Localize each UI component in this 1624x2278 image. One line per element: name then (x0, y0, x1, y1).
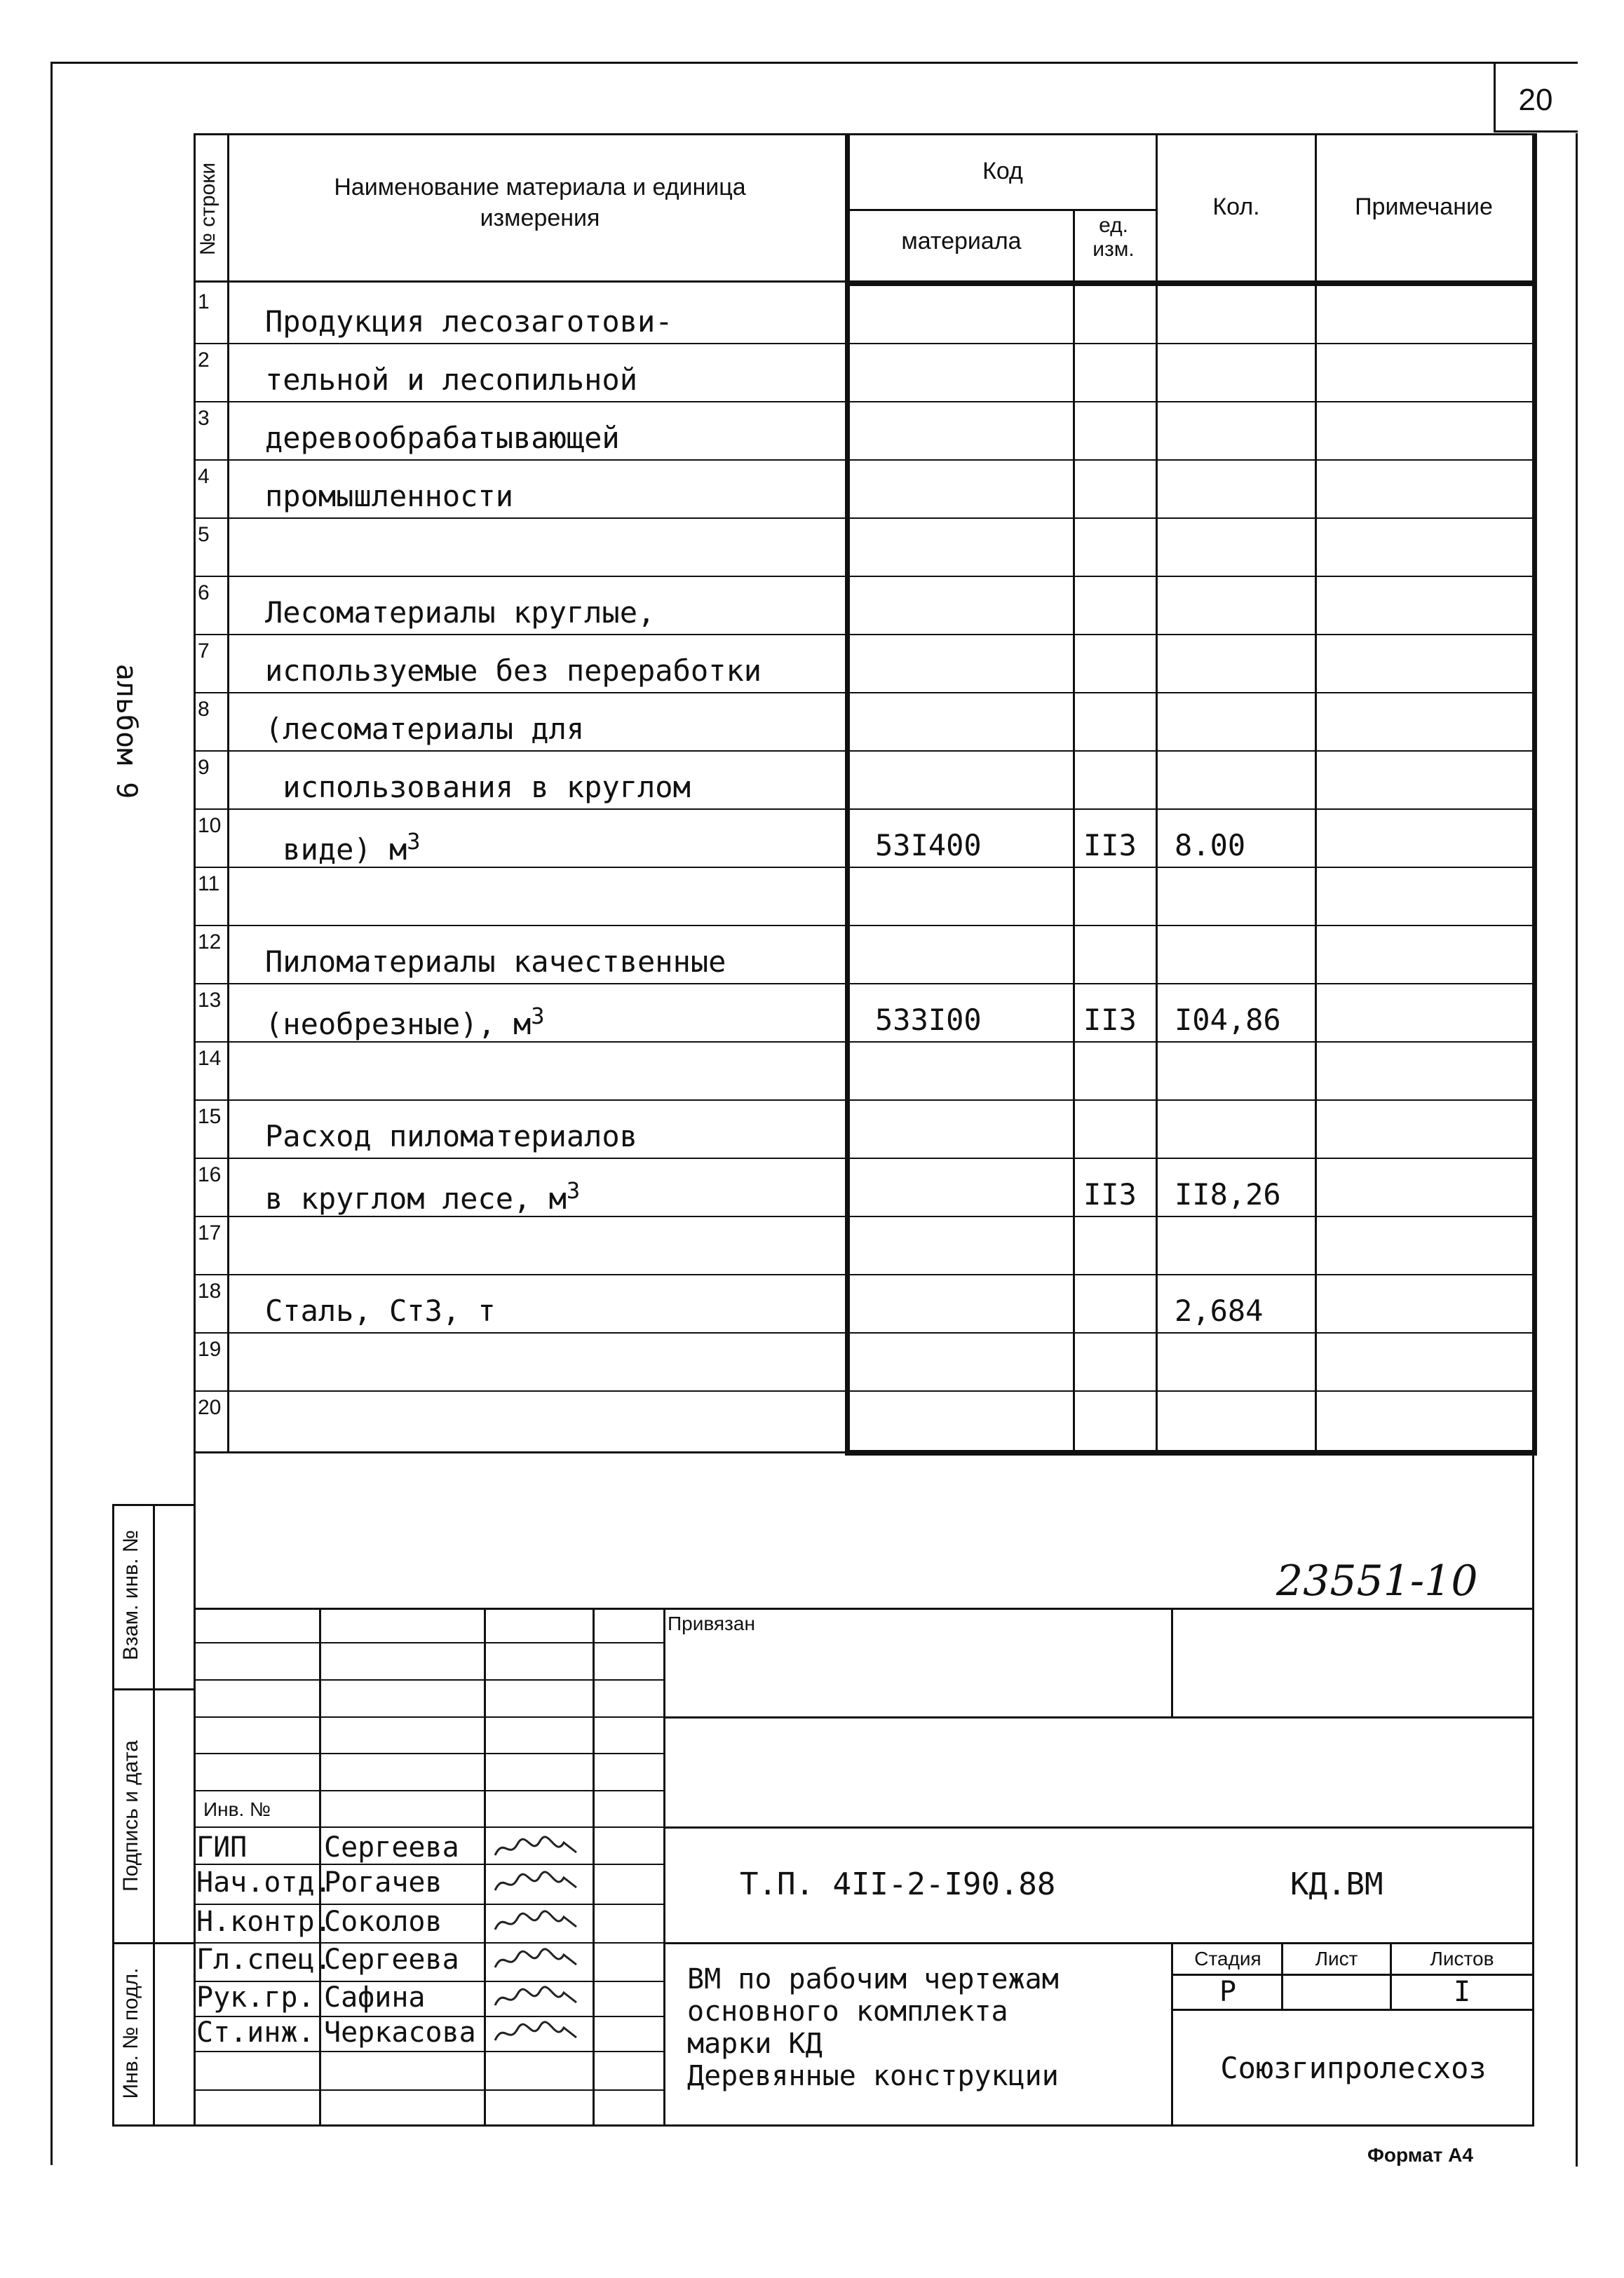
header-note: Примечание (1355, 194, 1493, 220)
col-rowno-right (227, 133, 229, 1453)
row-name-text: в круглом лесе, м (265, 1181, 567, 1216)
signatory-role: ГИП (196, 1831, 248, 1864)
row-name (265, 770, 691, 804)
row-divider (194, 343, 1537, 344)
row-name (265, 828, 421, 867)
signatory-name: Черкасова (324, 2016, 476, 2049)
row-number: 16 (198, 1163, 222, 1186)
signatory-name: Сергеева (324, 1944, 459, 1976)
row-divider (194, 808, 1537, 810)
header-name: Наименование материала и единица измерения (334, 174, 746, 231)
unit-superscript: 3 (407, 828, 421, 855)
row-name-text: Лесоматериалы круглые, (265, 595, 656, 630)
tb-privyazan-split (1171, 1608, 1173, 1716)
signature-icon (491, 1981, 582, 2020)
lower-right (1532, 1453, 1534, 2127)
tb-col3 (593, 1608, 595, 2127)
row-name-text: (лесоматериалы для (265, 712, 585, 746)
pagenum-box-bottom (1494, 130, 1578, 133)
row-number: 19 (198, 1338, 222, 1361)
tb-stage-left (1171, 1942, 1173, 2127)
tb-col2 (484, 1608, 486, 2127)
header-top (194, 133, 1537, 135)
table-left (194, 133, 196, 1453)
row-divider (194, 401, 1537, 402)
row-material: 533I00 (875, 1003, 982, 1037)
row-number: 8 (198, 698, 210, 721)
code-split (845, 209, 1158, 211)
row-qty: 2,684 (1175, 1294, 1264, 1328)
row-name (265, 1003, 545, 1041)
description-line-4: Деревянные конструкции (687, 2060, 1059, 2092)
row-number: 10 (198, 814, 222, 837)
row-unit: II3 (1083, 1003, 1137, 1037)
sheet-label: Лист (1315, 1948, 1358, 1969)
signatory-role: Рук.гр. (196, 1981, 315, 2014)
row-divider (194, 1332, 1537, 1334)
row-number: 11 (198, 872, 220, 895)
row-number: 7 (198, 639, 210, 663)
col-unit-right (1156, 133, 1158, 1453)
row-number: 2 (198, 348, 210, 372)
row-divider (194, 867, 1537, 868)
side-strip-div1 (112, 1688, 195, 1690)
row-name (265, 1177, 580, 1216)
title-block-row-line (194, 1826, 665, 1828)
row-qty: I04,86 (1175, 1003, 1281, 1037)
body-bottom-bold (845, 1450, 1537, 1456)
row-name (265, 712, 584, 746)
side-strip-inner (153, 1504, 155, 2127)
signature-icon (491, 1906, 582, 1944)
row-unit: II3 (1083, 1177, 1137, 1212)
sheets-label: Листов (1430, 1948, 1494, 1969)
body-top-bold (845, 280, 1537, 286)
stage-value: Р (1219, 1976, 1237, 2008)
row-divider (194, 1041, 1537, 1043)
row-divider (194, 576, 1537, 577)
sheets-value: I (1453, 1976, 1471, 2008)
row-number: 18 (198, 1280, 222, 1303)
col-qty-right (1315, 133, 1317, 1453)
header-qty: Кол. (1212, 194, 1260, 220)
row-divider (194, 750, 1537, 752)
description (687, 1963, 1059, 2092)
row-name-text: Пиломатериалы качественные (265, 944, 726, 979)
row-unit: II3 (1083, 828, 1137, 862)
side-podpis: Подпись и дата (119, 1740, 142, 1892)
col-name-right (845, 133, 850, 1453)
row-number: 17 (198, 1221, 222, 1245)
row-name (265, 944, 726, 979)
row-name (265, 1294, 496, 1328)
privyazan-label: Привязан (668, 1613, 755, 1634)
header-code: Код (982, 158, 1023, 184)
row-divider (194, 983, 1537, 984)
header-unit: ед. изм. (1092, 214, 1135, 261)
title-block-row-line (194, 1753, 665, 1754)
stage-label: Стадия (1194, 1948, 1261, 1969)
organization: Союзгипролесхоз (1220, 2051, 1487, 2085)
signatory-role: Нач.отд. (196, 1866, 332, 1899)
unit-superscript: 3 (566, 1177, 581, 1204)
inv-no-label: Инв. № (203, 1798, 271, 1820)
side-vzam: Взам. инв. № (119, 1530, 142, 1660)
signatory-name: Рогачев (324, 1866, 442, 1899)
page-number: 20 (1518, 83, 1553, 117)
row-divider (194, 634, 1537, 635)
signatory-name: Сергеева (324, 1831, 459, 1864)
format-label: Формат А4 (1367, 2144, 1473, 2166)
signature-icon (491, 1944, 582, 1982)
row-name-text: (необрезные), м (265, 1007, 532, 1041)
album-label: альбом 9 (110, 663, 142, 799)
signatory-role: Ст.инж. (196, 2016, 315, 2049)
row-name (265, 1119, 637, 1153)
pagenum-box-left (1494, 62, 1496, 132)
title-block-row-line (194, 1679, 665, 1681)
row-name-text: виде) м (265, 832, 407, 867)
row-number: 12 (198, 930, 222, 954)
tb-stage-bottom (1171, 2009, 1534, 2011)
row-name-text: деревообрабатывающей (265, 421, 620, 455)
doc-mark: КД.ВМ (1290, 1866, 1383, 1902)
row-name (265, 653, 762, 688)
frame-left (50, 62, 53, 2165)
row-name (265, 421, 620, 455)
row-divider (194, 1099, 1537, 1101)
row-name-text: использования в круглом (265, 770, 691, 804)
signature-icon (491, 1831, 582, 1870)
row-name-text: промышленности (265, 479, 514, 513)
row-number: 13 (198, 989, 222, 1012)
signature-icon (491, 2016, 582, 2055)
title-block-row-line (194, 2051, 665, 2052)
description-line-2: основного комплекта (687, 1995, 1008, 2028)
row-number: 9 (198, 756, 210, 779)
row-divider (194, 1390, 1537, 1392)
row-name-text: тельной и лесопильной (265, 362, 638, 397)
tb-col4 (663, 1608, 665, 2127)
title-block-row-line (194, 1904, 665, 1905)
row-name (265, 595, 655, 630)
signatory-name: Соколов (324, 1906, 442, 1938)
tb-privyazan-bottom (663, 1716, 1534, 1718)
row-material: 53I400 (875, 828, 982, 862)
col-material-right (1073, 210, 1075, 1453)
tb-desc-top (663, 1942, 1534, 1944)
signatory-role: Н.контр. (196, 1906, 332, 1938)
row-name-text: Расход пиломатериалов (265, 1119, 638, 1153)
tb-doc-top (663, 1826, 1534, 1829)
description-line-3: марки КД (687, 2028, 823, 2060)
row-number: 20 (198, 1396, 222, 1419)
title-block-row-line (194, 1608, 665, 1609)
title-block-row-line (194, 1790, 665, 1791)
title-block-row-line (194, 1716, 665, 1718)
row-number: 15 (198, 1105, 222, 1128)
title-block-row-line (194, 2124, 665, 2126)
row-qty: II8,26 (1175, 1177, 1281, 1212)
inventory-number: 23551-10 (1276, 1557, 1478, 1606)
signature-icon (491, 1866, 582, 1905)
unit-superscript: 3 (531, 1003, 545, 1029)
description-line-1: ВМ по рабочим чертежам (687, 1963, 1059, 1995)
side-inv-podl: Инв. № подл. (119, 1967, 142, 2099)
frame-right (1576, 133, 1578, 2167)
col-note-right (1532, 133, 1537, 1453)
frame-top (50, 62, 1578, 64)
row-number: 14 (198, 1047, 222, 1070)
doc-code: Т.П. 4II-2-I90.88 (740, 1866, 1056, 1902)
signatory-role: Гл.спец. (196, 1944, 332, 1976)
header-material: материала (901, 228, 1022, 255)
body-bottom (194, 1451, 846, 1453)
row-name (265, 479, 513, 513)
row-divider (194, 517, 1537, 519)
row-name (265, 362, 637, 397)
row-divider (194, 459, 1537, 461)
row-divider (194, 1158, 1537, 1159)
row-number: 6 (198, 581, 210, 604)
signatory-name: Сафина (324, 1981, 426, 2014)
row-divider (194, 692, 1537, 693)
title-block-row-line (194, 1642, 665, 1643)
title-block-row-line (194, 2089, 665, 2091)
row-divider (194, 925, 1537, 926)
row-divider (194, 1274, 1537, 1275)
side-strip-outer (112, 1504, 114, 2127)
row-name-text: используемые без переработки (265, 653, 762, 688)
row-divider (194, 1216, 1537, 1217)
row-name (265, 304, 673, 339)
row-number: 4 (198, 465, 210, 488)
title-block-row-line (194, 1864, 665, 1865)
row-number: 1 (198, 290, 210, 313)
row-qty: 8.00 (1175, 828, 1246, 862)
row-number: 3 (198, 407, 210, 430)
row-number: 5 (198, 523, 210, 546)
header-row-no: № строки (196, 162, 219, 256)
row-name-text: Продукция лесозаготови- (265, 304, 673, 339)
row-name-text: Сталь, Ст3, т (265, 1294, 496, 1328)
